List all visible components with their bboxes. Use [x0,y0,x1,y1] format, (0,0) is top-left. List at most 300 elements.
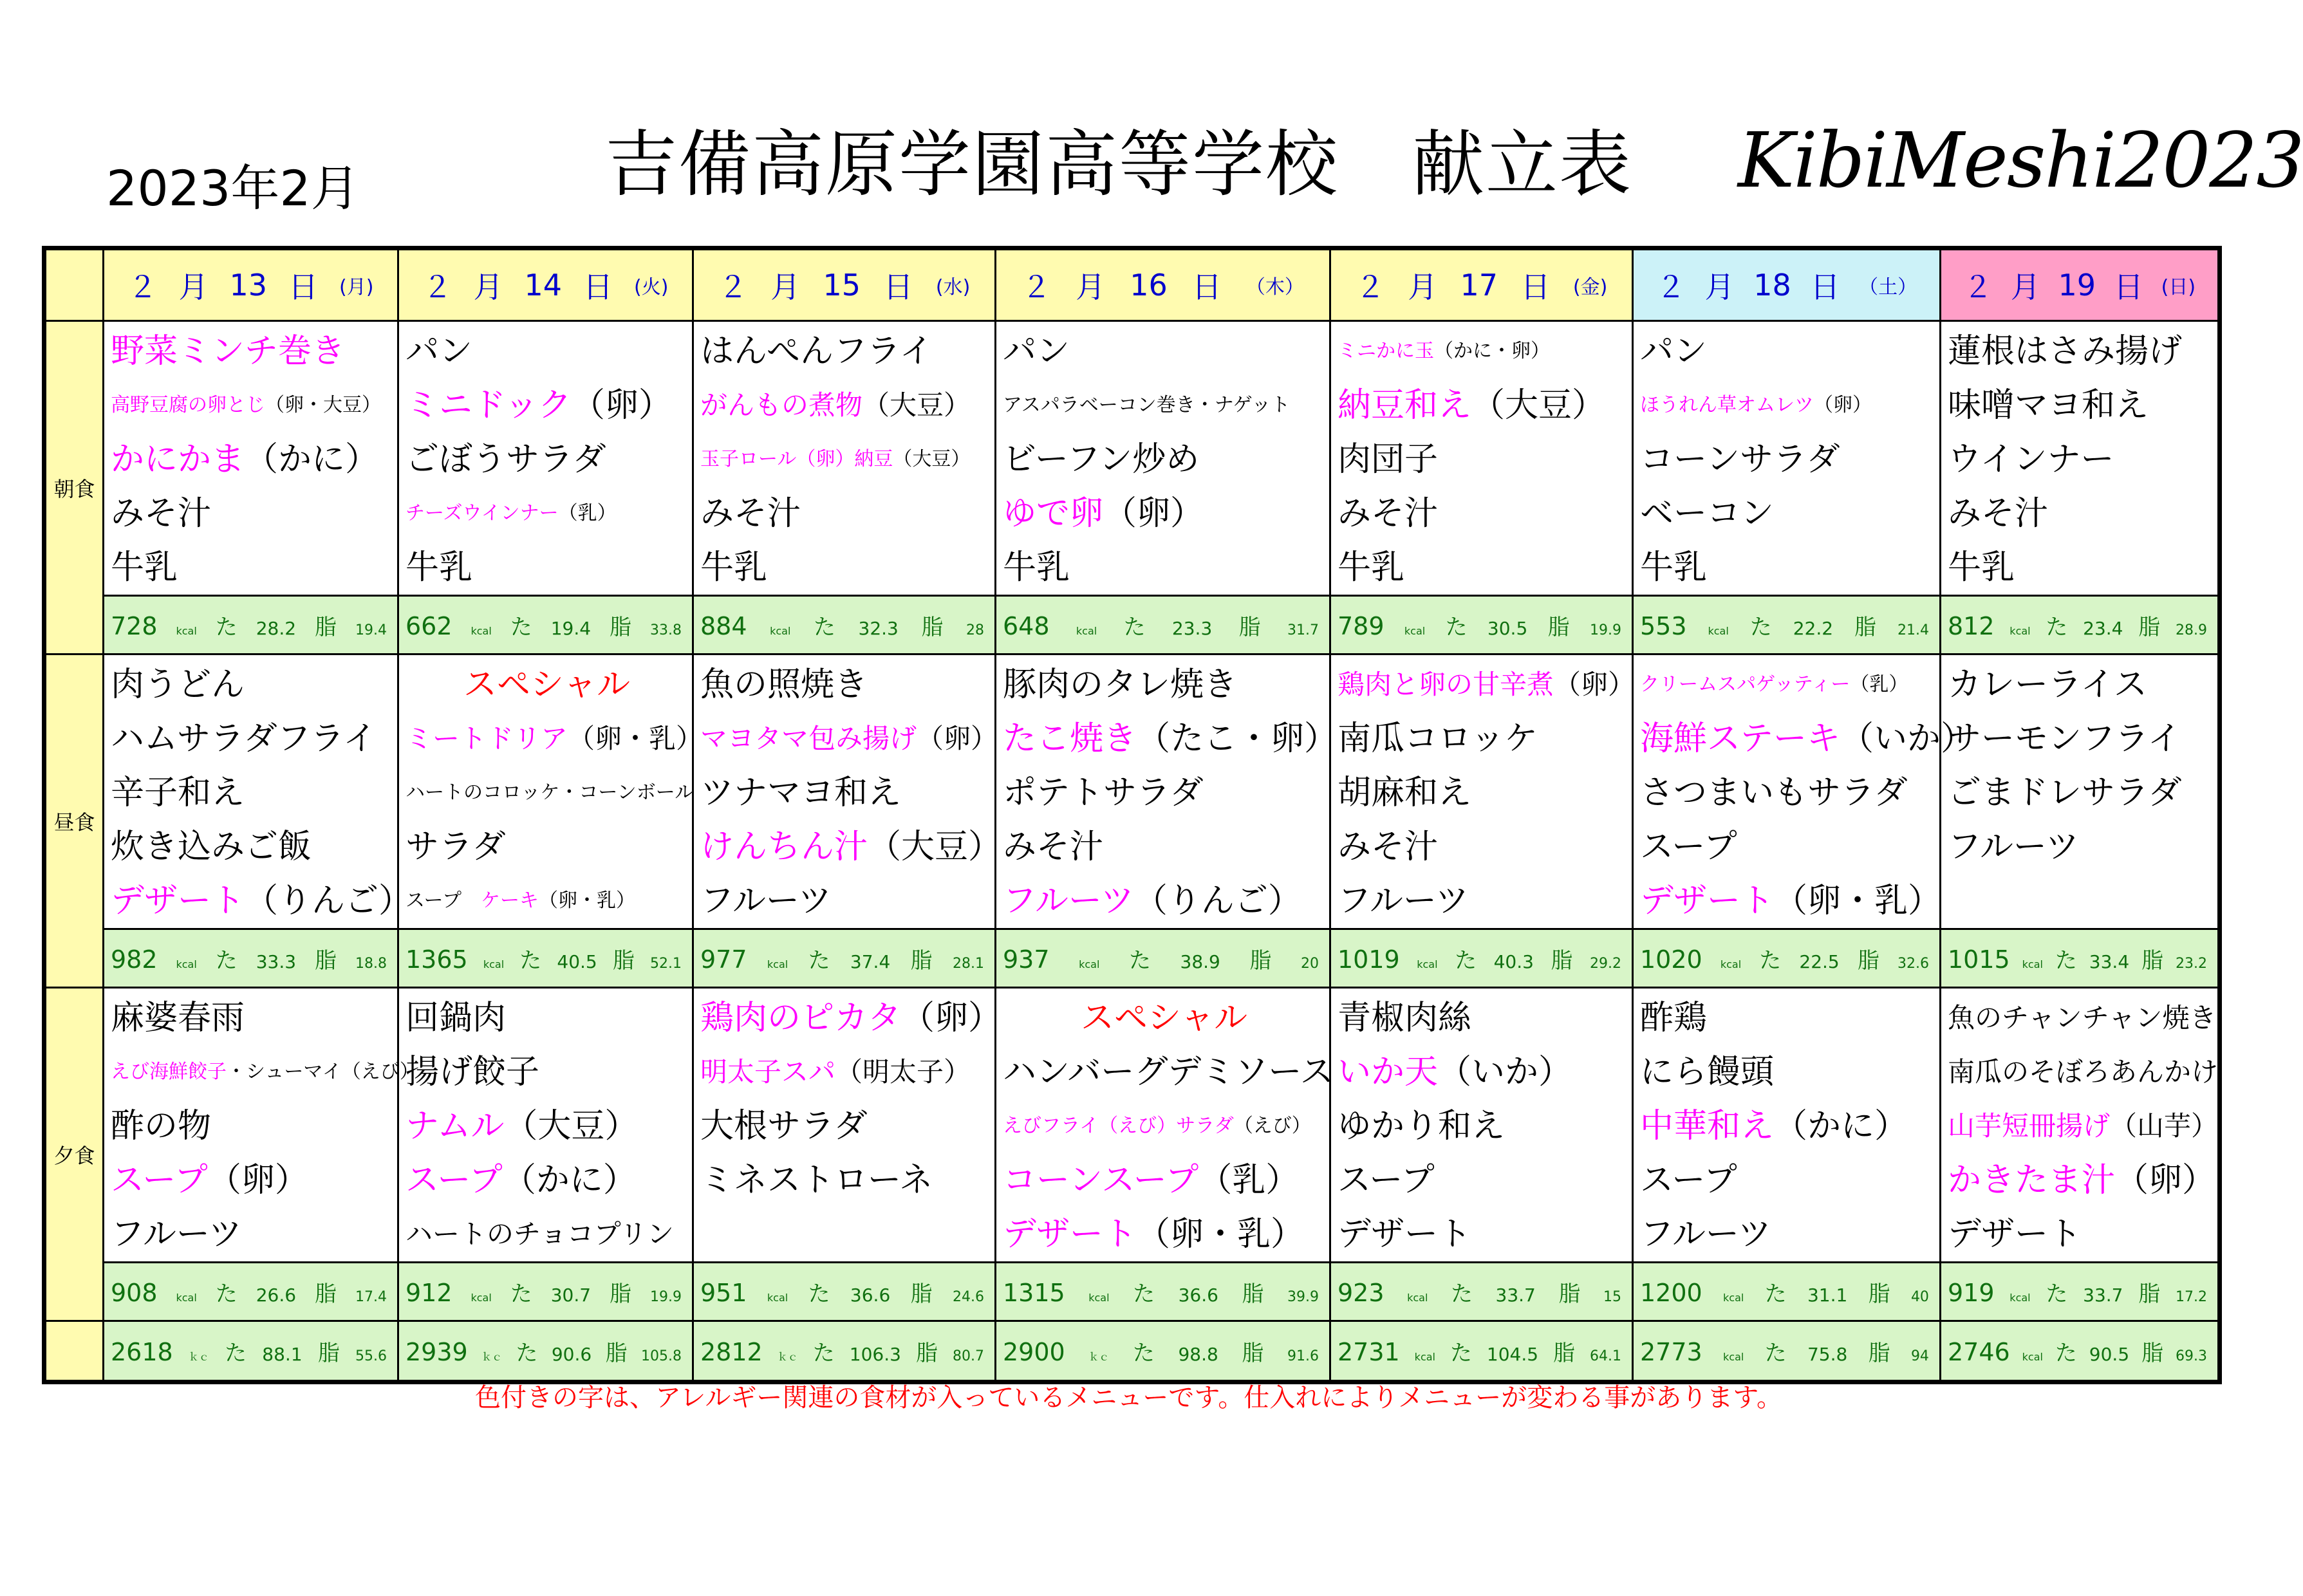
fat-value: 19.4 [355,622,387,638]
menu-item-text: （卵） [2115,1161,2216,1200]
menu-item [700,658,991,712]
menu-cell [1633,988,1941,1263]
menu-item-text: 肉うどん [111,665,245,704]
menu-item [1338,991,1628,1045]
protein-value: 30.5 [1487,617,1528,639]
nutrition-cell [693,1321,996,1382]
kcal-unit: kcal [1076,624,1097,637]
kcal-unit: kcal [767,1291,788,1304]
allergen-item-text: かにかま [111,440,245,479]
menu-item [406,541,688,595]
menu-item [406,1099,688,1153]
nutrition-values [1941,943,2217,974]
protein-value: 23.3 [1171,617,1213,639]
menu-item-text: （卵） [207,1161,308,1200]
nutrition-cell [398,929,693,988]
weekday-label: （土） [1859,276,1917,299]
kcal-value: 2746 [1948,1337,2010,1366]
allergen-item-text: デザート [1003,1215,1137,1254]
allergen-item-text: ケーキ [481,889,539,912]
menu-item-text: （たこ・卵） [1137,719,1338,758]
menu-item [1948,820,2214,874]
fat-label: 脂 [1551,947,1573,974]
date-part: 日 [1520,270,1551,304]
fat-label: 脂 [915,1340,938,1366]
menu-item [1948,991,2217,1045]
fat-label: 脂 [1547,614,1570,640]
menu-item [111,1045,419,1099]
menu-cell [104,988,419,1263]
kcal-unit: kcal [483,958,505,970]
fat-label: 脂 [612,947,635,974]
fat-label: 脂 [610,614,631,640]
kcal-value: 884 [700,611,747,640]
weekday-label: (日) [2161,276,2196,299]
allergen-item-text: ミニかに玉 [1338,340,1434,362]
nutrition-values [694,609,994,641]
menu-item [406,1045,688,1099]
fat-value: 28.9 [2176,622,2207,638]
protein-label: た [808,1281,830,1307]
menu-item-text: みそ汁 [1948,494,2049,533]
menu-item [1003,1153,1325,1207]
menu-item [1640,541,1935,595]
menu-item-text: スープ [1640,1161,1737,1200]
allergen-item-text: えび海鮮餃子 [111,1061,227,1083]
protein-label: た [2046,614,2068,640]
fat-label: 脂 [1238,614,1261,640]
fat-label: 脂 [2138,614,2161,640]
menu-item [1338,432,1628,487]
menu-item [1640,378,1935,432]
menu-item-text: 青椒肉絲 [1338,999,1472,1037]
menu-item-text: （卵・乳） [539,889,635,912]
date-part: 月 [770,270,801,304]
nutrition-cell [693,1263,996,1321]
nutrition-cell [1633,1263,1941,1321]
menu-item [700,712,998,766]
fat-label: 脂 [1242,1340,1264,1366]
allergen-item-text: 鶏肉のピカタ [700,999,902,1037]
menu-item [1948,874,2214,928]
allergen-item-text: 山芋短冊揚げ [1948,1110,2111,1142]
menu-item-text: （卵） [1814,394,1872,416]
nutrition-row [44,596,2220,654]
menu-item [1338,324,1628,378]
menu-cell [693,654,1002,929]
allergen-item-text: 野菜ミンチ巻き [111,332,346,371]
menu-item [1948,487,2214,541]
menu-cell [1633,321,1941,596]
menu-item-text: （大豆） [862,389,971,421]
protein-value: 32.3 [858,617,899,639]
date-part: 日 [2113,270,2143,304]
kcal-value: 1365 [406,945,468,974]
menu-item-text: ごまドレサラダ [1948,774,2182,812]
menu-item-text: スープ [1640,828,1737,866]
menu-item [700,1099,991,1153]
fat-label: 脂 [1242,1281,1264,1307]
protein-label: た [813,614,835,640]
fat-label: 脂 [1868,1340,1890,1366]
menu-item [700,1207,991,1261]
kcal-unit: kcal [2022,958,2043,970]
menu-item [406,820,688,874]
menu-item-text: フルーツ [1948,828,2079,866]
menu-item [1640,1045,1935,1099]
nutrition-values [1331,1335,1632,1367]
protein-value: 88.1 [262,1343,303,1365]
menu-item [111,432,393,487]
kcal-unit: ｋｃ [777,1350,798,1363]
date-part: 18 [1753,268,1791,302]
menu-item-text: （卵・大豆） [265,394,381,416]
kcal-value: 908 [111,1278,158,1307]
menu-item-text: 牛乳 [1003,548,1070,587]
menu-cell [104,654,413,929]
menu-item-text: （卵・乳） [568,723,704,754]
menu-item [1338,378,1628,432]
menu-item [700,766,991,820]
allergen-item-text: クリームスパゲッティー [1640,673,1851,696]
menu-item-text: （卵） [917,723,998,754]
menu-item [111,324,393,378]
menu-item [111,487,393,541]
allergen-item-text: けんちん汁 [700,828,868,866]
date-part: ２ [718,270,748,304]
allergen-item-text: がんもの煮物 [700,389,863,421]
menu-item [1640,991,1935,1045]
fat-value: 24.6 [952,1288,984,1305]
nutrition-cell [1941,1321,2220,1382]
menu-item [1948,766,2214,820]
protein-value: 33.7 [2083,1284,2123,1306]
weekday-label: (火) [634,276,669,299]
menu-item [1640,712,1974,766]
allergen-item-text: 高野豆腐の卵とじ [111,394,265,416]
kcal-unit: kcal [1723,1291,1744,1304]
fat-label: 脂 [315,947,337,974]
menu-item [111,658,393,712]
nutrition-cell [1941,596,2220,654]
date-part: 14 [524,268,563,302]
menu-item-text: ビーフン炒め [1003,440,1200,479]
kcal-unit: kcal [2009,624,2031,637]
menu-item [1338,1153,1628,1207]
menu-item [1003,766,1325,820]
menu-item [1948,1045,2219,1099]
nutrition-cell [104,596,398,654]
kcal-value: 648 [1003,611,1050,640]
menu-item-text: （大豆） [868,828,1002,866]
menu-item-text: ツナマヨ和え [700,774,902,812]
menu-item-text: 牛乳 [406,548,473,587]
protein-value: 104.5 [1486,1343,1539,1365]
menu-item [111,874,413,928]
menu-item-text: 酢鶏 [1640,999,1708,1037]
menu-item-text: にら饅頭 [1640,1053,1775,1091]
menu-item-text: （りんご） [245,882,413,920]
nutrition-values [694,1276,994,1308]
protein-label: た [225,1340,247,1366]
fat-label: 脂 [1857,947,1879,974]
allergen-item-text: 納豆和え [1338,386,1472,425]
menu-item [700,991,1002,1045]
date-part: ２ [1963,270,1993,304]
menu-item-text: パン [406,332,473,371]
menu-item [700,432,991,487]
menu-item [1948,658,2214,712]
day-header [1330,248,1633,321]
menu-item [1948,541,2214,595]
fat-value: 19.9 [1589,622,1621,638]
nutrition-values [694,943,994,974]
allergen-item-text: スープ [406,1161,503,1200]
menu-item [700,820,1002,874]
kcal-value: 662 [406,611,452,640]
menu-cell [1330,321,1633,596]
menu-item [1003,658,1325,712]
menu-item-text: （かに） [245,440,379,479]
protein-label: た [808,947,830,974]
protein-value: 31.1 [1807,1284,1848,1306]
nutrition-values [399,1335,692,1367]
fat-label: 脂 [605,1340,628,1366]
menu-item [406,1153,688,1207]
menu-item [1338,1045,1628,1099]
menu-item [111,766,393,820]
kcal-value: 2731 [1338,1337,1400,1366]
date-part: 月 [1704,270,1735,304]
menu-item-text: ミネストローネ [700,1161,933,1200]
menu-item-text: （乳） [558,502,617,524]
date-part: 月 [473,270,503,304]
fat-label: 脂 [315,1281,337,1307]
nutrition-cell [996,596,1330,654]
menu-item [1338,820,1628,874]
menu-item [111,1153,393,1207]
fat-value: 19.9 [649,1288,682,1305]
menu-item-text: ハートのコロッケ・コーンボール [406,781,695,804]
menu-item-text: （卵・乳） [1774,882,1942,920]
day-header [996,248,1330,321]
fat-value: 29.2 [1589,955,1621,972]
menu-cell [398,654,704,929]
nutrition-cell [1330,1263,1633,1321]
menu-item-text: ハムサラダフライ [111,719,377,758]
menu-item [406,1207,688,1261]
menu-item [406,658,688,712]
menu-item [1003,1207,1325,1261]
nutrition-values [996,1335,1329,1367]
meal-row [44,321,2220,596]
protein-label: た [510,1281,532,1307]
menu-item-text: （乳） [1198,1161,1300,1200]
protein-label: た [1450,1340,1472,1366]
menu-item [1948,432,2214,487]
fat-label: 脂 [1868,1281,1890,1307]
menu-item-text: はんぺんフライ [700,332,933,371]
date-part: 月 [1408,270,1438,304]
kcal-unit: ｋｃ [1088,1350,1110,1363]
kcal-unit: kcal [770,624,791,637]
fat-value: 40 [1910,1288,1929,1305]
nutrition-values [104,943,397,974]
fat-value: 69.3 [2175,1348,2207,1364]
allergen-item-text: チーズウインナー [406,502,559,524]
nutrition-cell [1330,929,1633,988]
menu-item [111,378,393,432]
menu-item [1640,487,1935,541]
kcal-unit: kcal [1404,624,1426,637]
menu-cell [693,988,1002,1263]
menu-item [1338,712,1628,766]
special-label: スペシャル [463,665,630,704]
menu-item-text: フルーツ [111,1215,242,1254]
protein-value: 36.6 [1178,1284,1218,1306]
protein-value: 22.5 [1799,951,1840,972]
protein-value: 90.5 [2089,1343,2130,1365]
menu-cell [996,654,1338,929]
kcal-unit: kcal [2009,1291,2031,1304]
menu-item-text: 味噌マヨ和え [1948,386,2149,425]
nutrition-values [694,1335,994,1367]
menu-item-text: パン [1003,332,1070,371]
menu-item [700,1153,991,1207]
menu-item [1640,1099,1935,1153]
protein-value: 38.9 [1180,951,1220,972]
menu-item-text: 麻婆春雨 [111,999,245,1037]
day-header [398,248,693,321]
allergen-item-text: えびフライ（えび）サラダ [1003,1115,1234,1137]
allergen-item-text: 明太子スパ [700,1056,836,1088]
menu-item [406,766,695,820]
kcal-unit: kcal [176,624,197,637]
menu-item-text: （いか） [1438,1053,1572,1091]
menu-item-text: パン [1640,332,1708,371]
date-part: 月 [2010,270,2040,304]
menu-item [1338,487,1628,541]
protein-value: 33.4 [2089,951,2130,972]
menu-item [111,820,393,874]
protein-label: た [2055,1340,2077,1366]
kcal-value: 919 [1948,1278,1995,1307]
menu-item-text: みそ汁 [1338,828,1439,866]
nutrition-cell [104,929,398,988]
nutrition-values [1634,943,1939,974]
fat-value: 17.2 [2176,1288,2207,1305]
allergen-item-text: 海鮮ステーキ [1640,719,1840,758]
protein-value: 23.4 [2083,617,2123,639]
kcal-value: 982 [111,945,158,974]
nutrition-values [1941,1335,2217,1367]
nutrition-values [1941,1276,2217,1308]
menu-item-text: 牛乳 [1338,548,1405,587]
menu-item [111,712,393,766]
menu-item [1640,324,1935,378]
protein-value: 36.6 [850,1284,891,1306]
nutrition-values [399,609,692,641]
nutrition-cell [1633,1321,1941,1382]
menu-cell [1941,988,2220,1263]
meal-row [44,988,2220,1263]
menu-item-text: 肉団子 [1338,440,1439,479]
menu-item [1003,378,1325,432]
fat-label: 脂 [2138,1281,2161,1307]
fat-value: 23.2 [2175,955,2207,972]
menu-cell [398,988,693,1263]
nutrition-values [996,1276,1329,1308]
date-part: 19 [2058,268,2096,302]
date-part: ２ [422,270,452,304]
kcal-value: 2773 [1640,1337,1702,1366]
menu-item-text: （いか） [1840,719,1974,758]
menu-item-text: （かに） [502,1161,637,1200]
menu-cell [693,321,996,596]
nutrition-cell [996,1321,1330,1382]
menu-cell [1330,654,1636,929]
menu-item-text: フルーツ [1338,882,1469,920]
kcal-unit: kcal [1723,1350,1744,1363]
menu-item [700,487,991,541]
kcal-value: 553 [1640,611,1687,640]
menu-item-text: （かに） [1774,1107,1908,1146]
fat-value: 28.1 [952,955,984,972]
date-part: 日 [1810,270,1840,304]
menu-item-text: 牛乳 [1948,548,2015,587]
nutrition-values [996,609,1329,641]
protein-label: た [516,1340,538,1366]
menu-item [1003,324,1325,378]
nutrition-values [399,943,692,974]
protein-label: た [519,947,542,974]
protein-value: 98.8 [1178,1343,1218,1365]
date-header-row [44,248,2220,321]
menu-item-text: （卵） [901,999,1002,1037]
menu-item [406,324,688,378]
menu-item-text: フルーツ [700,882,832,920]
menu-cell [996,321,1330,596]
menu-item [700,1045,991,1099]
fat-value: 52.1 [650,955,682,972]
kcal-unit: kcal [1414,1350,1435,1363]
protein-label: た [1759,947,1782,974]
allergen-item-text: ミートドリア [406,723,568,754]
protein-label: た [2046,1281,2068,1307]
nutrition-values [104,1335,397,1367]
protein-label: た [1455,947,1477,974]
menu-item [111,541,393,595]
special-label: スペシャル [1081,999,1247,1037]
weekday-label: (水) [935,276,971,299]
allergen-item-text: 玉子ロール（卵）納豆 [700,448,893,470]
protein-value: 37.4 [850,951,891,972]
fat-label: 脂 [1854,614,1876,640]
kcal-unit: kcal [2022,1350,2043,1363]
nutrition-cell [996,929,1330,988]
menu-item [1640,874,1942,928]
kcal-value: 1015 [1948,945,2010,974]
allergen-item-text: ゆで卵 [1003,494,1104,533]
date-part: 17 [1460,268,1498,302]
kcal-value: 937 [1003,945,1050,974]
allergen-item-text: いか天 [1338,1053,1439,1091]
menu-item [1338,1099,1628,1153]
nutrition-values [1634,609,1939,641]
protein-label: た [215,614,238,640]
menu-item-text: （大豆） [504,1107,639,1146]
menu-item-text: ・シューマイ（えび） [227,1061,419,1083]
